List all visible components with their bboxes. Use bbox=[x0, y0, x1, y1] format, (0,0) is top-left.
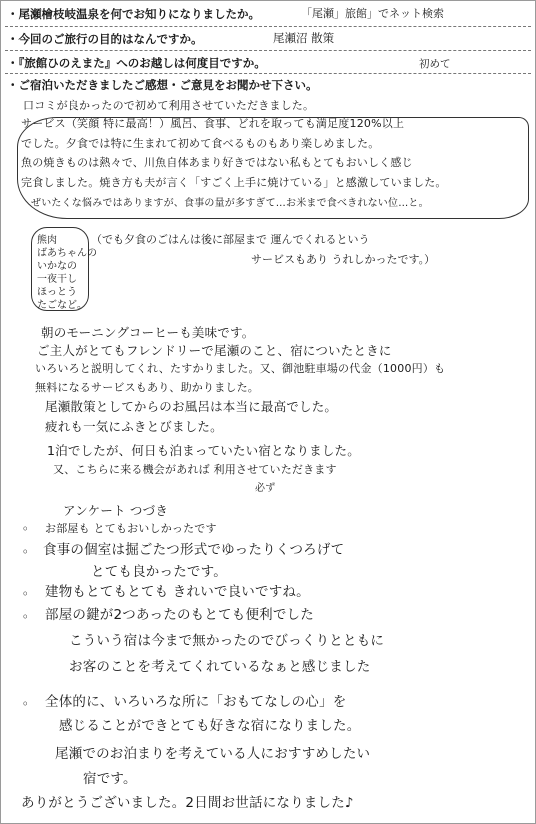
question-visits: ・『旅館ひのえまた』へのお越しは何度目ですか。 bbox=[7, 56, 266, 70]
divider bbox=[5, 26, 531, 27]
answer-visits: 初めて bbox=[419, 58, 451, 70]
followup-line: 部屋の鍵が2つあったのもとても便利でした bbox=[45, 607, 314, 623]
comment-line: 1泊でしたが、何日も泊まっていたい宿となりました。 bbox=[47, 443, 360, 458]
side-note-line: ほっとう bbox=[37, 287, 77, 298]
comment-line: 朝のモーニングコーヒーも美味です。 bbox=[41, 325, 255, 340]
answer-source: 「尾瀬」旅館」でネット検索 bbox=[301, 7, 444, 20]
comment-line: サービス（笑顔 特に最高！）風呂、食事、どれを取っても満足度120%以上 bbox=[21, 117, 405, 130]
comment-line: 完食しました。焼き方も夫が言く「すごく上手に焼けている」と感激していました。 bbox=[21, 176, 447, 189]
bullet: 。 bbox=[23, 541, 36, 555]
parenthetical-comment: サービスもあり うれしかったです。） bbox=[251, 253, 436, 266]
insertion-note: 必ず bbox=[255, 483, 276, 494]
bullet: 。 bbox=[23, 583, 36, 597]
answer-purpose: 尾瀬沼 散策 bbox=[273, 31, 335, 45]
comment-line: いろいろと説明してくれ、たすかりました。又、御池駐車場の代金（1000円）も bbox=[35, 362, 446, 375]
bullet: 。 bbox=[23, 606, 36, 620]
comment-line: 無料になるサービスもあり、助かりました。 bbox=[35, 381, 259, 394]
comment-line: 又、こちらに来る機会があれば 利用させていただきます bbox=[53, 463, 337, 476]
bullet: 。 bbox=[23, 518, 36, 532]
followup-line: 建物もとてもとても きれいで良いですね。 bbox=[45, 584, 310, 600]
followup-line: 食事の個室は掘ごたつ形式でゆったりくつろげて bbox=[43, 542, 345, 558]
followup-heading: アンケート つづき bbox=[63, 503, 169, 518]
followup-line: お部屋も とてもおいしかったです bbox=[45, 522, 217, 535]
comment-line: 疲れも一気にふきとびました。 bbox=[45, 419, 223, 434]
followup-line: 尾瀬でのお泊まりを考えている人におすすめしたい bbox=[55, 746, 371, 762]
question-purpose: ・今回のご旅行の目的はなんですか。 bbox=[7, 32, 203, 46]
bullet: 。 bbox=[23, 693, 36, 707]
divider bbox=[5, 73, 531, 74]
question-source: ・尾瀬檜枝岐温泉を何でお知りになりましたか。 bbox=[7, 7, 260, 21]
followup-line: こういう宿は今まで無かったのでびっくりとともに bbox=[69, 633, 385, 649]
divider bbox=[5, 50, 531, 51]
comment-line: 口コミが良かったので初めて利用させていただきました。 bbox=[23, 99, 315, 112]
closing-line: ありがとうございました。2日間お世話になりました♪ bbox=[21, 795, 354, 811]
comment-line: ご主人がとてもフレンドリーで尾瀬のこと、宿についたときに bbox=[37, 343, 392, 358]
followup-line: 全体的に、いろいろな所に「おもてなしの心」を bbox=[45, 694, 347, 710]
comment-line: 尾瀬散策としてからのお風呂は本当に最高でした。 bbox=[45, 399, 338, 414]
side-note-line: 一夜干し bbox=[37, 274, 77, 285]
parenthetical-comment: （でも夕食のごはんは後に部屋まで 運んでくれるという bbox=[91, 233, 370, 246]
comment-line: ぜいたくな悩みではありますが、食事の量が多すぎて…お米まで食べきれない位…と。 bbox=[31, 198, 429, 209]
comment-line: 魚の焼きものは熱々で、川魚自体あまり好きではない私もとてもおいしく感じ bbox=[21, 156, 413, 169]
followup-line: お客のことを考えてくれているなぁと感じました bbox=[69, 659, 371, 675]
comment-line: でした。夕食では特に生まれて初めて食べるものもあり楽しめました。 bbox=[21, 137, 380, 150]
followup-line: 感じることができとても好きな宿になりました。 bbox=[59, 718, 361, 734]
side-note-line: ばあちゃんの bbox=[37, 248, 97, 259]
followup-line: とても良かったです。 bbox=[91, 564, 227, 580]
question-impressions: ・ご宿泊いただきましたご感想・ご意見をお聞かせ下さい。 bbox=[7, 78, 318, 92]
side-note-line: 熊肉 bbox=[37, 235, 57, 246]
followup-line: 宿です。 bbox=[83, 771, 137, 787]
side-note-line: いかなの bbox=[37, 261, 77, 272]
side-note-line: たごなど。 bbox=[37, 300, 87, 311]
